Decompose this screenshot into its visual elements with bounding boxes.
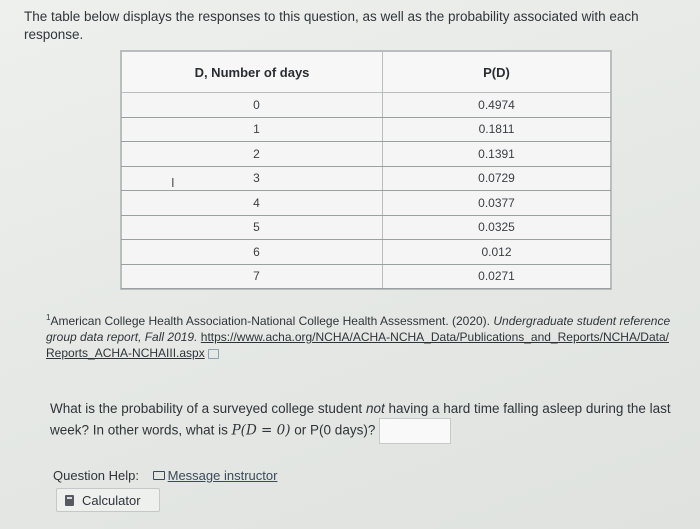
table-row <box>122 117 611 142</box>
table-row <box>122 215 611 240</box>
calculator-button[interactable] <box>56 488 160 512</box>
cell-days: 6 <box>122 240 383 265</box>
cell-days: 1 <box>122 117 383 142</box>
table-row <box>122 191 611 216</box>
footnote-report-title: Undergraduate student reference group data report, Fall 2019. <box>46 314 671 344</box>
intro-text: The table below displays the responses to this question, as well as the probability associated with each response. <box>24 9 639 42</box>
cell-days: 3 <box>122 166 383 191</box>
question-help-label: Question Help: <box>53 468 139 483</box>
cell-probability: 0.012 <box>383 240 611 265</box>
math-p-0-days: P(0 days)? <box>310 422 376 438</box>
column-header-days: D, Number of days <box>122 52 383 93</box>
table-row <box>122 93 611 118</box>
calculator-label: Calculator <box>82 492 141 508</box>
cell-probability: 0.1811 <box>383 117 611 142</box>
math-p-d-0: P(D = 0) <box>231 422 291 439</box>
footnote-marker: 1 <box>46 313 51 322</box>
calculator-icon <box>65 495 74 506</box>
footnote-citation: American College Health Association-National College Health Assessment. (2020). <box>50 314 494 328</box>
external-link-icon <box>208 349 219 359</box>
question-text: What is the probability of a surveyed college student not having a hard time falling asleep during the last week? In other words, what is P(D = 0) or P(0 days)? <box>50 399 690 444</box>
table-row <box>122 264 611 289</box>
cell-days: 2 <box>122 142 383 167</box>
footnote <box>46 310 676 361</box>
column-header-probability: P(D) <box>383 52 611 93</box>
question-emphasis: not <box>365 401 385 416</box>
text-cursor-icon: I <box>171 175 175 190</box>
table-row <box>122 142 611 167</box>
cell-days: 0 <box>122 93 383 118</box>
table-row <box>122 240 611 265</box>
cell-probability: 0.1391 <box>383 142 611 167</box>
cell-probability: 0.0325 <box>383 215 611 240</box>
cell-probability: 0.0271 <box>383 264 611 289</box>
probability-table <box>120 50 612 290</box>
envelope-icon <box>153 471 165 480</box>
question-help <box>53 468 277 483</box>
cell-probability: 0.0729 <box>383 166 611 191</box>
cell-probability: 0.4974 <box>383 93 611 118</box>
table-row <box>122 166 611 191</box>
footnote-link[interactable]: https://www.acha.org/NCHA/ACHA-NCHA_Data/Publications_and_Reports/NCHA/Data/Reports_ACHA-NCHAIII.aspx <box>46 330 669 360</box>
cell-days: 5 <box>122 215 383 240</box>
cell-days: 7 <box>122 264 383 289</box>
cell-probability: 0.0377 <box>383 191 611 216</box>
answer-input[interactable] <box>379 418 451 444</box>
message-instructor-link[interactable]: Message instructor <box>153 468 278 483</box>
cell-days: 4 <box>122 191 383 216</box>
